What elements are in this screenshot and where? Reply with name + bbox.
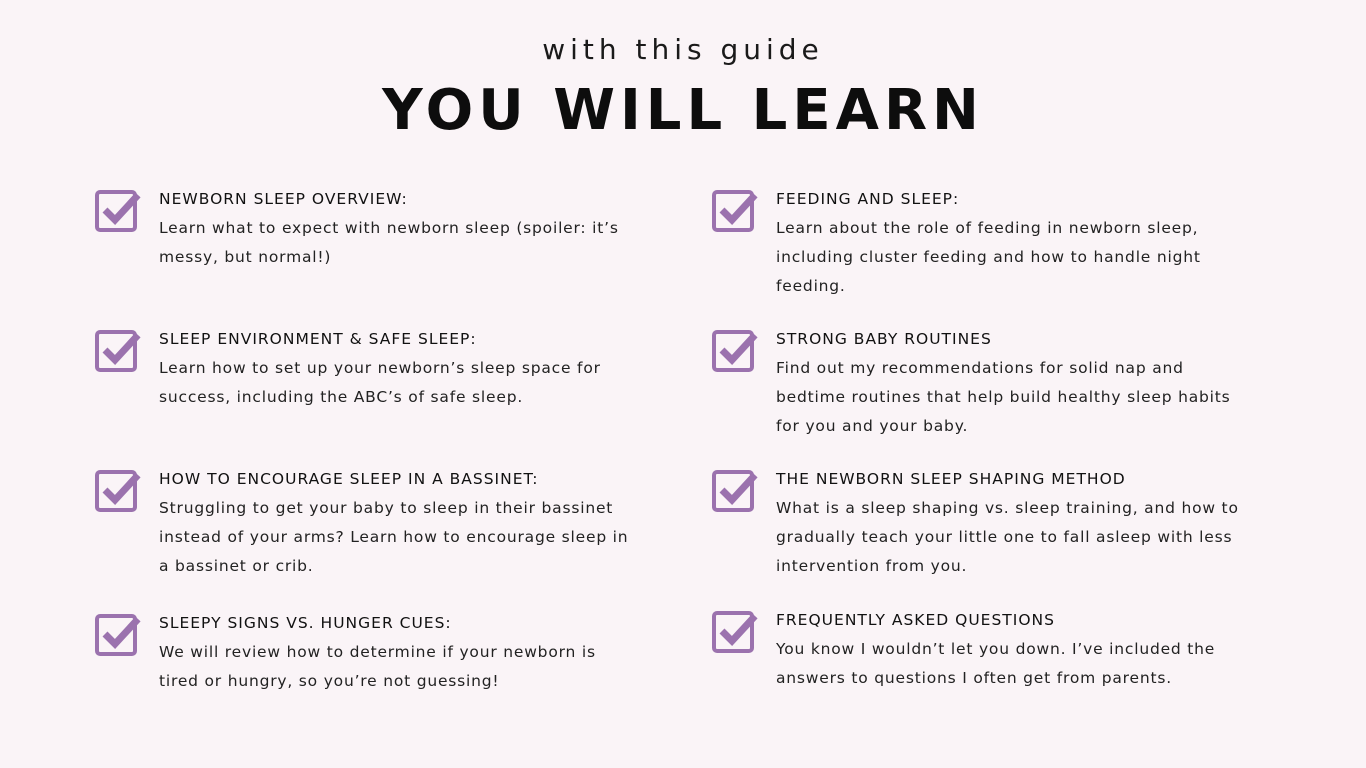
- item-description: Find out my recommendations for solid nap and bedtime routines that help build healthy sleep habits for you and your baby.: [776, 359, 1231, 435]
- item-heading: FREQUENTLY ASKED QUESTIONS: [776, 611, 1055, 629]
- item-description: You know I wouldn’t let you down. I’ve included the answers to questions I often get from parents.: [776, 640, 1216, 687]
- item-description: What is a sleep shaping vs. sleep training, and how to gradually teach your little one to fall asleep with less intervention from you.: [776, 499, 1239, 575]
- checkbox-checked-icon: [95, 468, 141, 514]
- checkbox-checked-icon: [712, 468, 758, 514]
- item-heading: THE NEWBORN SLEEP SHAPING METHOD: [776, 470, 1126, 488]
- checkbox-checked-icon: [712, 328, 758, 374]
- item-heading: SLEEPY SIGNS VS. HUNGER CUES:: [159, 614, 452, 632]
- item-description: Learn what to expect with newborn sleep (spoiler: it’s messy, but normal!): [159, 219, 619, 266]
- item-description: Learn how to set up your newborn’s sleep space for success, including the ABC’s of safe sleep.: [159, 359, 601, 406]
- checkbox-checked-icon: [95, 612, 141, 658]
- item-description: Learn about the role of feeding in newborn sleep, including cluster feeding and how to handle night feeding.: [776, 219, 1201, 295]
- item-description: Struggling to get your baby to sleep in their bassinet instead of your arms? Learn how to encourage sleep in a bassinet or crib.: [159, 499, 629, 575]
- item-heading: STRONG BABY ROUTINES: [776, 330, 992, 348]
- item-heading: HOW TO ENCOURAGE SLEEP IN A BASSINET:: [159, 470, 539, 488]
- checkbox-checked-icon: [95, 328, 141, 374]
- item-heading: NEWBORN SLEEP OVERVIEW:: [159, 190, 408, 208]
- page-title: YOU WILL LEARN: [382, 78, 984, 143]
- guide-subtitle: with this guide: [542, 33, 824, 66]
- item-heading: FEEDING AND SLEEP:: [776, 190, 960, 208]
- checkbox-checked-icon: [712, 609, 758, 655]
- item-description: We will review how to determine if your newborn is tired or hungry, so you’re not guessing!: [159, 643, 596, 690]
- item-heading: SLEEP ENVIRONMENT & SAFE SLEEP:: [159, 330, 477, 348]
- checkbox-checked-icon: [712, 188, 758, 234]
- checkbox-checked-icon: [95, 188, 141, 234]
